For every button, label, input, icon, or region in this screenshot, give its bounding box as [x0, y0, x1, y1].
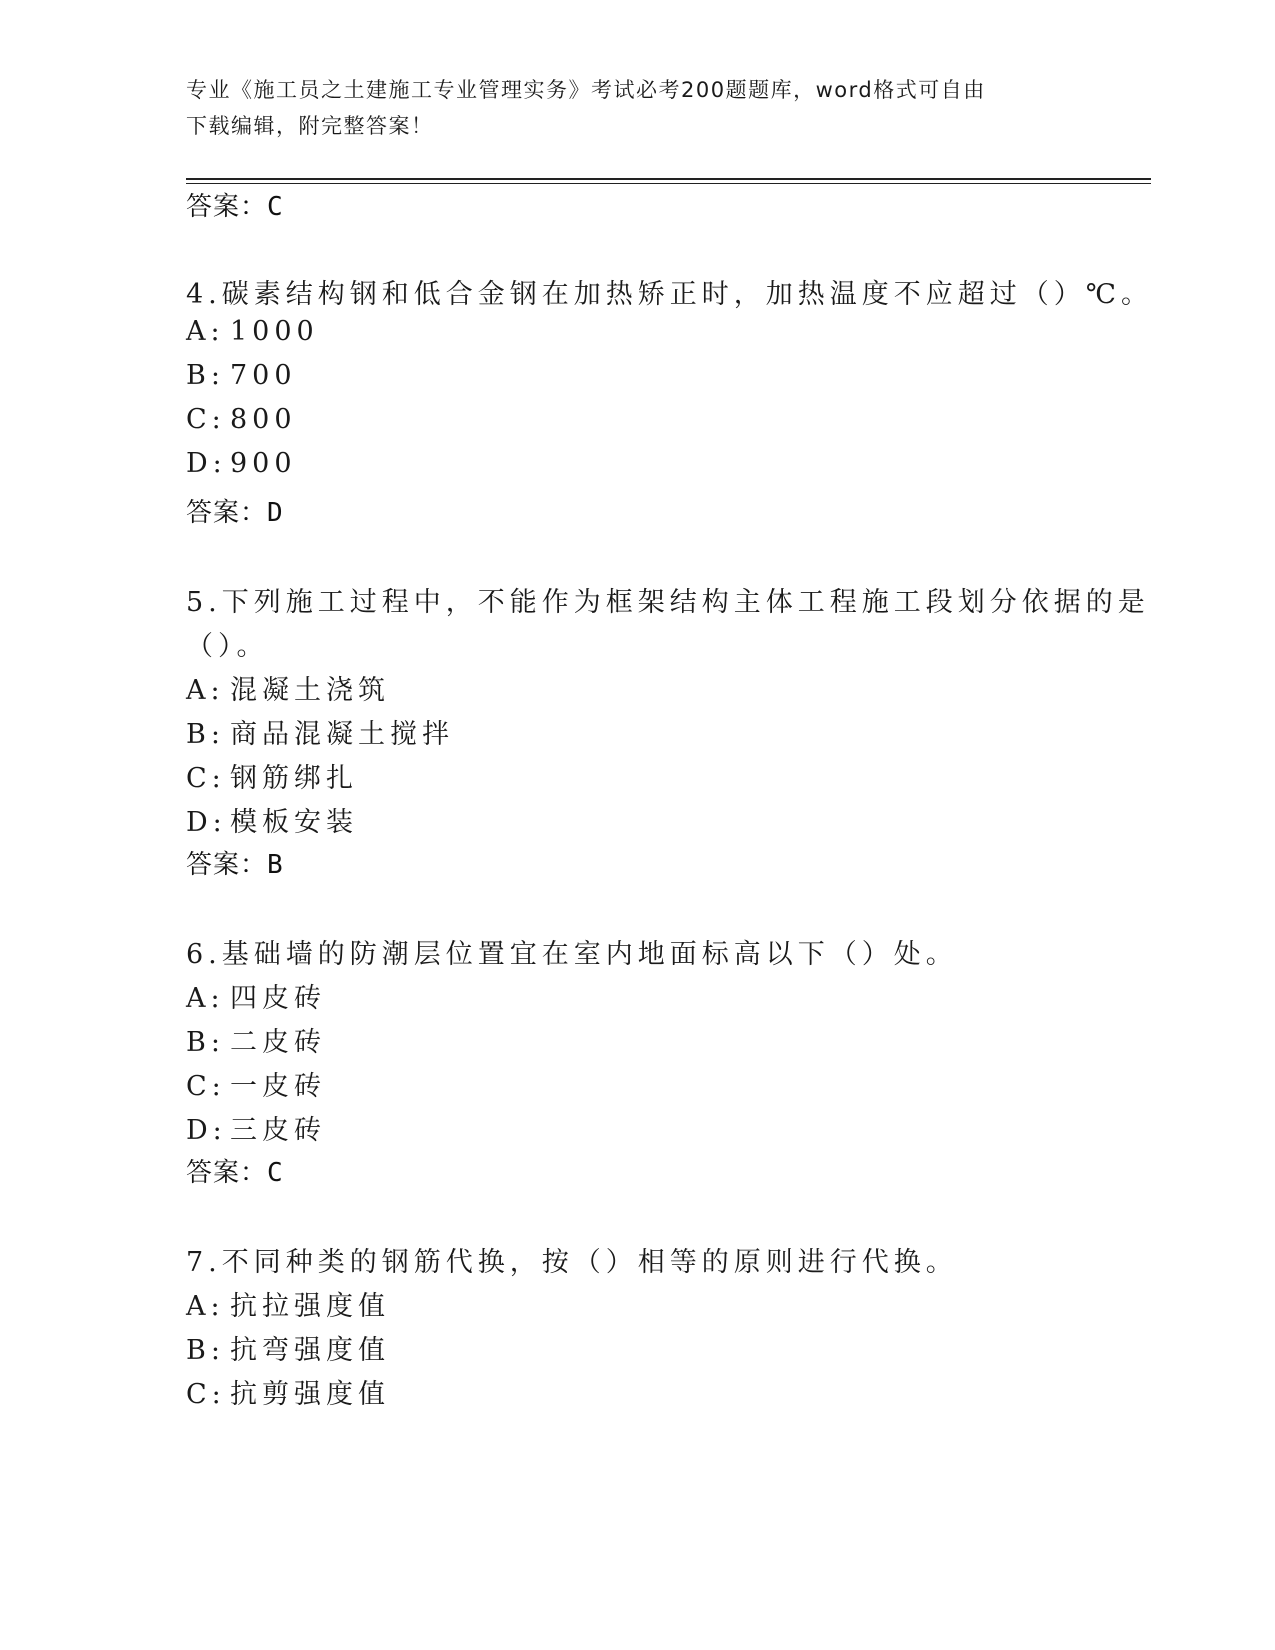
question-text: 下列施工过程中，不能作为框架结构主体工程施工段划分依据的是: [221, 587, 1150, 618]
option-b: B: 抗弯强度值: [186, 1335, 390, 1366]
question-text: 基础墙的防潮层位置宜在室内地面标高以下（）处。: [221, 939, 958, 970]
question-text: 碳素结构钢和低合金钢在加热矫正时，加热温度不应超过（）℃。: [221, 279, 1153, 310]
option-d: D: 三皮砖: [186, 1115, 326, 1146]
header-divider-thin: [186, 183, 1151, 184]
question-6: [186, 932, 958, 971]
option-d: D: 900: [186, 448, 297, 479]
option-c: C: 抗剪强度值: [186, 1379, 390, 1410]
document-header: [186, 72, 1066, 144]
option-a: A: 1000: [186, 316, 319, 347]
option-a: A: 抗拉强度值: [186, 1291, 390, 1322]
option-a: A: 混凝土浇筑: [186, 675, 390, 706]
question-number: 6.: [186, 939, 222, 970]
option-b: B: 商品混凝土搅拌: [186, 719, 454, 750]
question-number: 5.: [186, 587, 222, 618]
header-divider-thick: [186, 178, 1151, 180]
question-7: [186, 1240, 958, 1279]
answer-prev: 答案：C: [186, 192, 284, 222]
answer-6: 答案：C: [186, 1158, 284, 1188]
question-text: 不同种类的钢筋代换，按（）相等的原则进行代换。: [221, 1247, 958, 1278]
answer-4: 答案：D: [186, 498, 284, 528]
option-b: B: 二皮砖: [186, 1027, 326, 1058]
option-c: C: 钢筋绑扎: [186, 763, 358, 794]
question-5: [186, 580, 1150, 619]
option-d: D: 模板安装: [186, 807, 358, 838]
option-a: A: 四皮砖: [186, 983, 326, 1014]
question-5-cont: （）。: [186, 631, 269, 662]
header-line-1: 专业《施工员之土建施工专业管理实务》考试必考200题题库，word格式可自由: [186, 78, 986, 102]
option-b: B: 700: [186, 360, 297, 391]
question-number: 4.: [186, 279, 222, 310]
header-line-2: 下载编辑，附完整答案！: [186, 114, 434, 138]
option-c: C: 800: [186, 404, 297, 435]
option-c: C: 一皮砖: [186, 1071, 326, 1102]
answer-5: 答案：B: [186, 850, 284, 880]
question-number: 7.: [186, 1247, 222, 1278]
question-4: [186, 272, 1153, 311]
